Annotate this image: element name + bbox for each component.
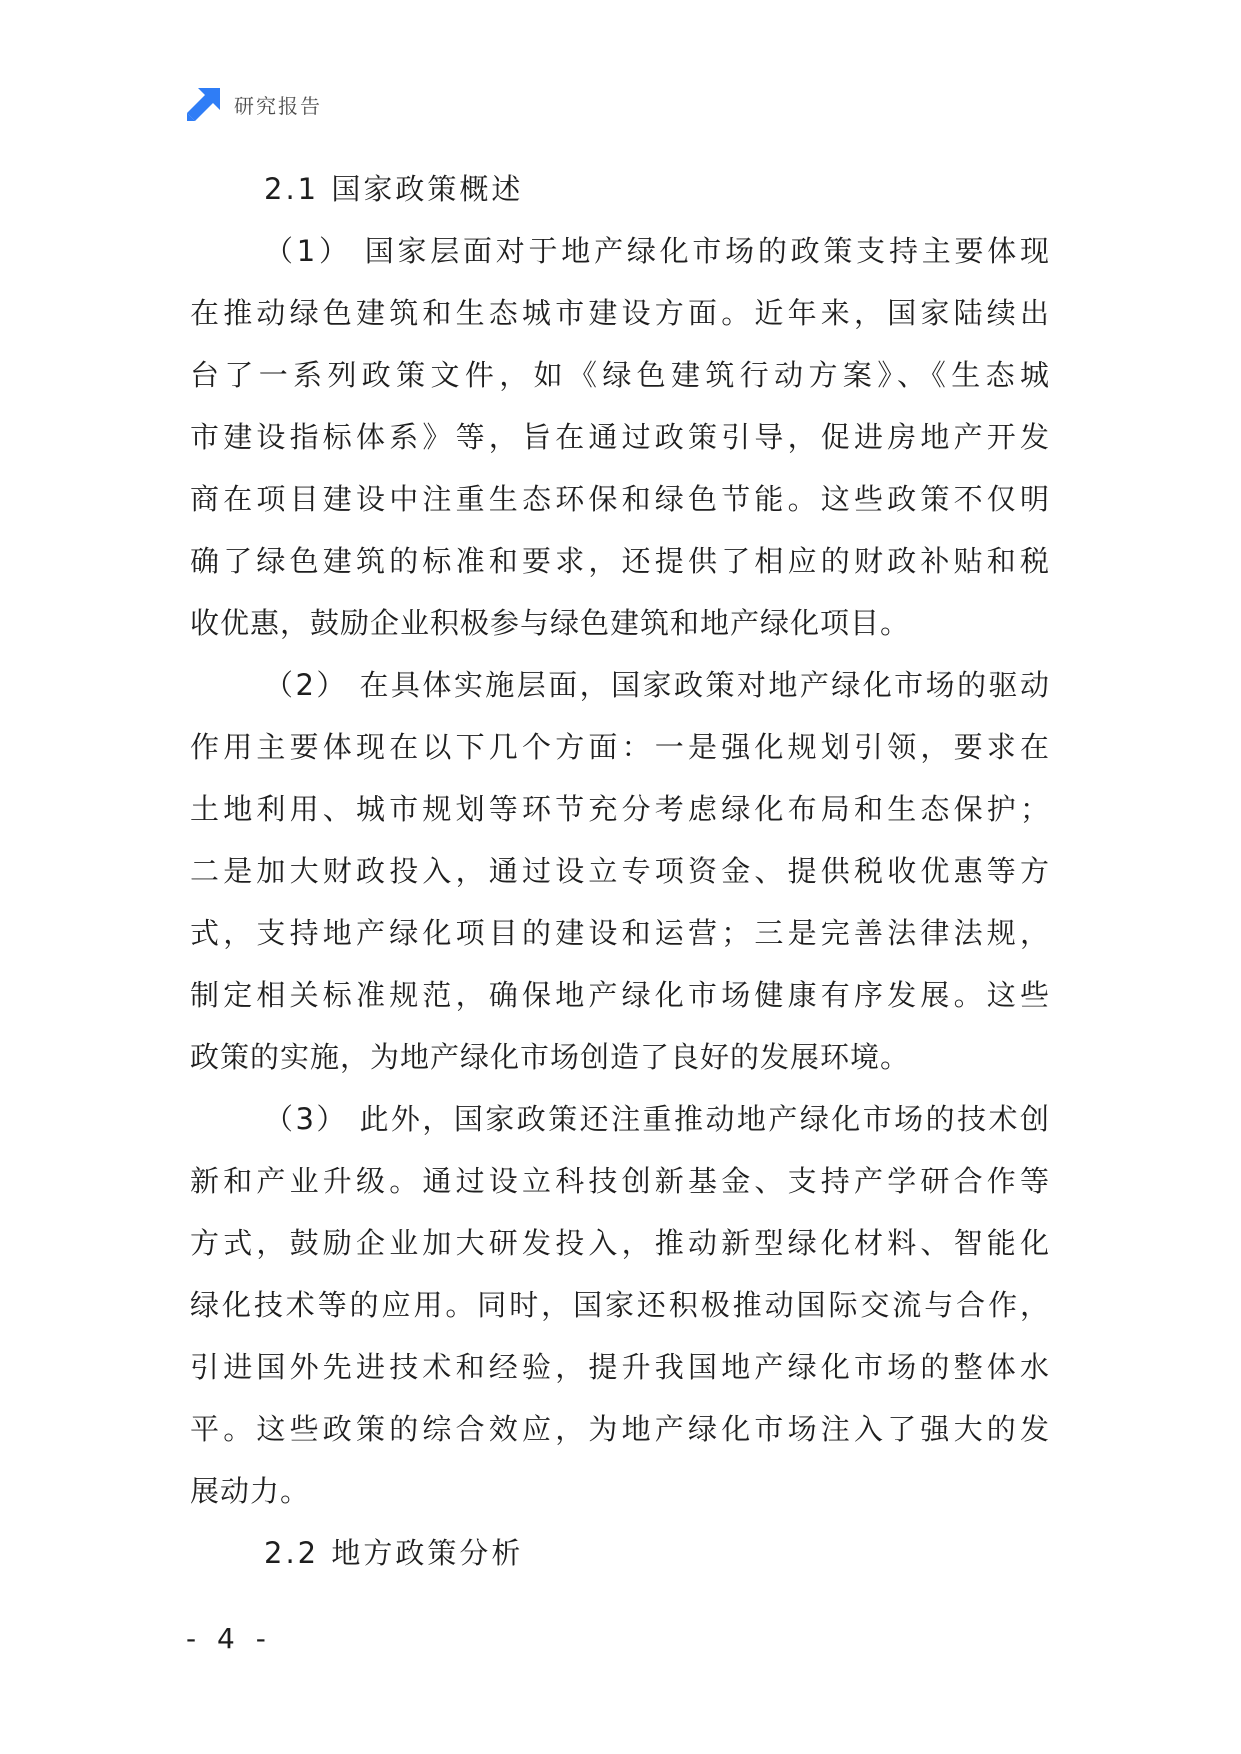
paragraph-line: 二是加大财政投入，通过设立专项资金、提供税收优惠等方: [190, 854, 1050, 888]
paragraph-line: 作用主要体现在以下几个方面：一是强化规划引领，要求在: [190, 730, 1050, 764]
paragraph-line: 在推动绿色建筑和生态城市建设方面。近年来，国家陆续出: [190, 296, 1050, 330]
paragraph-line: 台了一系列政策文件，如《绿色建筑行动方案》、《生态城: [190, 358, 1050, 392]
paragraph-line: （1） 国家层面对于地产绿化市场的政策支持主要体现: [264, 234, 1050, 268]
document-body: [190, 158, 1050, 1584]
paragraph-line: 展动力。: [190, 1474, 311, 1508]
report-type-label: 研究报告: [234, 93, 322, 118]
paragraph-line: （3） 此外，国家政策还注重推动地产绿化市场的技术创: [264, 1102, 1050, 1136]
paragraph-line: 政策的实施，为地产绿化市场创造了良好的发展环境。: [190, 1040, 911, 1074]
paragraph-line: 商在项目建设中注重生态环保和绿色节能。这些政策不仅明: [190, 482, 1050, 516]
arrow-logo-icon: [186, 86, 222, 122]
section-heading-2-2: 2.2 地方政策分析: [264, 1536, 524, 1570]
paragraph-line: 确了绿色建筑的标准和要求，还提供了相应的财政补贴和税: [190, 544, 1050, 578]
page-number: - 4 -: [186, 1622, 272, 1655]
paragraph-line: 平。这些政策的综合效应，为地产绿化市场注入了强大的发: [190, 1412, 1050, 1446]
paragraph-2: [190, 654, 1050, 1088]
paragraph-line: 方式，鼓励企业加大研发投入，推动新型绿化材料、智能化: [190, 1226, 1050, 1260]
paragraph-3: [190, 1088, 1050, 1522]
paragraph-line: 式，支持地产绿化项目的建设和运营；三是完善法律法规，: [190, 916, 1050, 950]
paragraph-1: [190, 220, 1050, 654]
paragraph-line: 土地利用、城市规划等环节充分考虑绿化布局和生态保护；: [190, 792, 1050, 826]
section-heading-2-1: 2.1 国家政策概述: [264, 172, 524, 206]
paragraph-line: 制定相关标准规范，确保地产绿化市场健康有序发展。这些: [190, 978, 1050, 1012]
paragraph-line: （2） 在具体实施层面，国家政策对地产绿化市场的驱动: [264, 668, 1050, 702]
paragraph-line: 收优惠，鼓励企业积极参与绿色建筑和地产绿化项目。: [190, 606, 911, 640]
paragraph-line: 绿化技术等的应用。同时，国家还积极推动国际交流与合作，: [190, 1288, 1050, 1322]
paragraph-line: 市建设指标体系》等，旨在通过政策引导，促进房地产开发: [190, 420, 1050, 454]
paragraph-line: 新和产业升级。通过设立科技创新基金、支持产学研合作等: [190, 1164, 1050, 1198]
paragraph-line: 引进国外先进技术和经验，提升我国地产绿化市场的整体水: [190, 1350, 1050, 1384]
page-header: [186, 86, 322, 122]
